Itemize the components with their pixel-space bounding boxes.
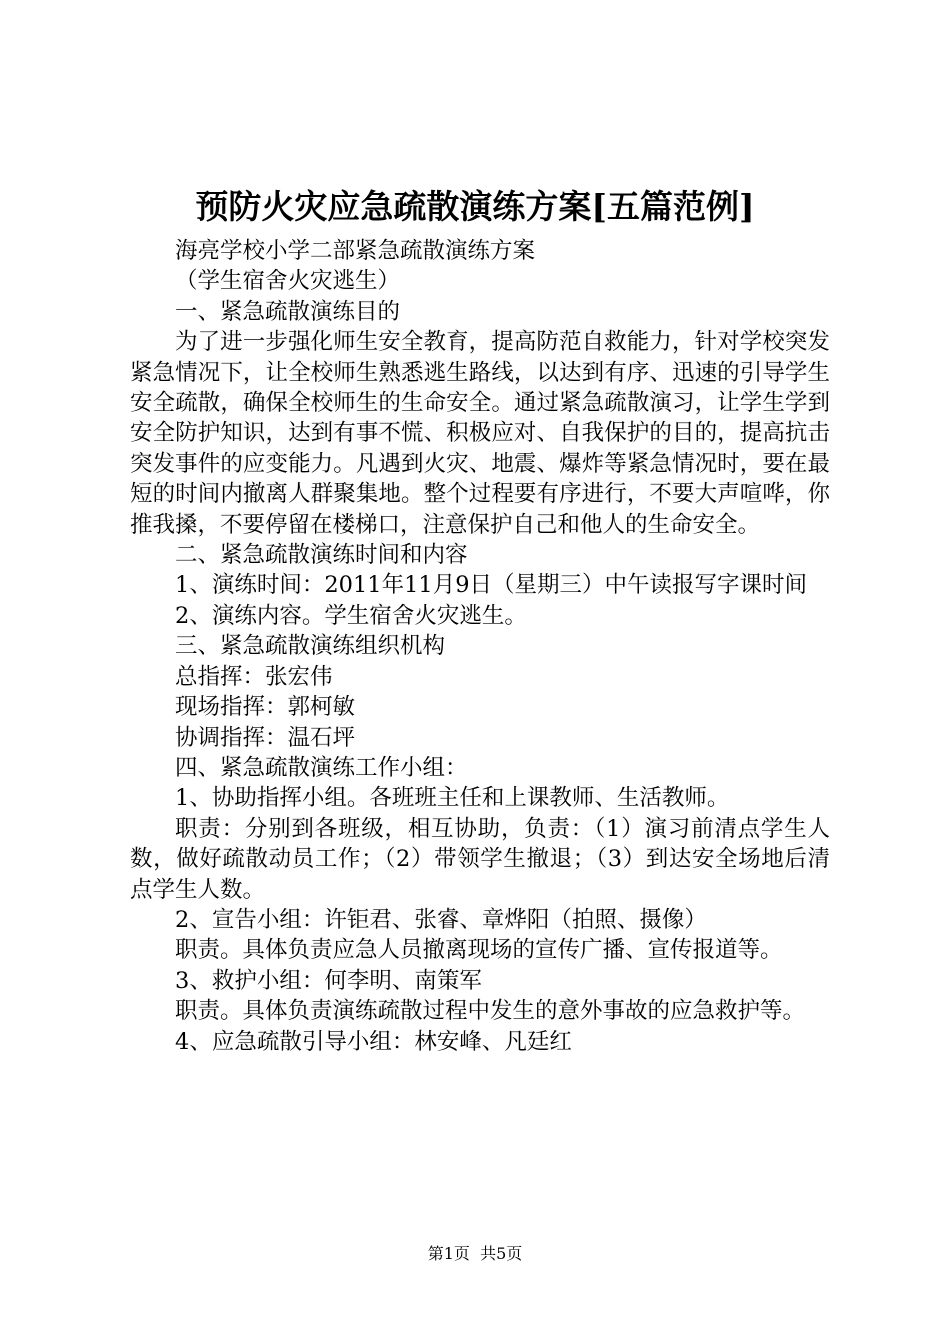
section-heading-purpose: 一、紧急疏散演练目的 (175, 298, 401, 325)
paragraph-purpose: 为了进一步强化师生安全教育，提高防范自救能力，针对学校突发紧急情况下，让全校师生熟悉逃生路线，以达到有序、迅速的引导学生安全疏散，确保全校师生的生命安全。通过紧急疏散演习，让学生学到安全防护知识，达到有事不慌、积极应对、自我保护的目的，提高抗击突发事件的应变能力。凡遇到火灾、地震、爆炸等紧急情况时，要在最短的时间内撤离人群聚集地。整个过程要有序进行，不要大声喧哗，你推我搡，不要停留在楼梯口，注意保护自己和他人的生命安全。 (130, 329, 830, 538)
paragraph-drill-time: 1、演练时间：2011年11月9日（星期三）中午读报写字课时间 (175, 572, 808, 599)
paragraph-site-commander: 现场指挥：郭柯敏 (175, 694, 356, 721)
paragraph-chief-commander: 总指挥：张宏伟 (175, 663, 333, 690)
paragraph-assist-group: 1、协助指挥小组。各班班主任和上课教师、生活教师。 (175, 785, 730, 812)
section-heading-time-content: 二、紧急疏散演练时间和内容 (175, 542, 468, 569)
paragraph-school-plan-title: 海亮学校小学二部紧急疏散演练方案 (175, 238, 536, 264)
paragraph-assist-duties: 职责：分别到各班级，相互协助，负责：（1）演习前清点学生人数，做好疏散动员工作；（2）带领学生撤退；（3）到达安全场地后清点学生人数。 (130, 815, 830, 903)
paragraph-publicity-duties: 职责。具体负责应急人员撤离现场的宣传广播、宣传报道等。 (175, 937, 783, 964)
paragraph-subtitle: （学生宿舍火灾逃生） (175, 268, 401, 295)
document-title: 预防火灾应急疏散演练方案[五篇范例] (195, 187, 755, 226)
paragraph-rescue-group: 3、救护小组：何李明、南策军 (175, 967, 482, 994)
section-heading-working-groups: 四、紧急疏散演练工作小组： (175, 754, 468, 781)
paragraph-drill-content: 2、演练内容。学生宿舍火灾逃生。 (175, 602, 527, 629)
page-number-footer: 第1页 共5页 (427, 1244, 523, 1263)
paragraph-publicity-group: 2、宣告小组：许钜君、张睿、章烨阳（拍照、摄像） (175, 906, 707, 933)
section-heading-organization: 三、紧急疏散演练组织机构 (175, 633, 446, 660)
paragraph-coordinating-commander: 协调指挥：温石坪 (175, 724, 356, 751)
paragraph-rescue-duties: 职责。具体负责演练疏散过程中发生的意外事故的应急救护等。 (175, 998, 806, 1025)
paragraph-guide-group: 4、应急疏散引导小组：林安峰、凡廷红 (175, 1028, 572, 1055)
document-body (130, 236, 830, 1057)
